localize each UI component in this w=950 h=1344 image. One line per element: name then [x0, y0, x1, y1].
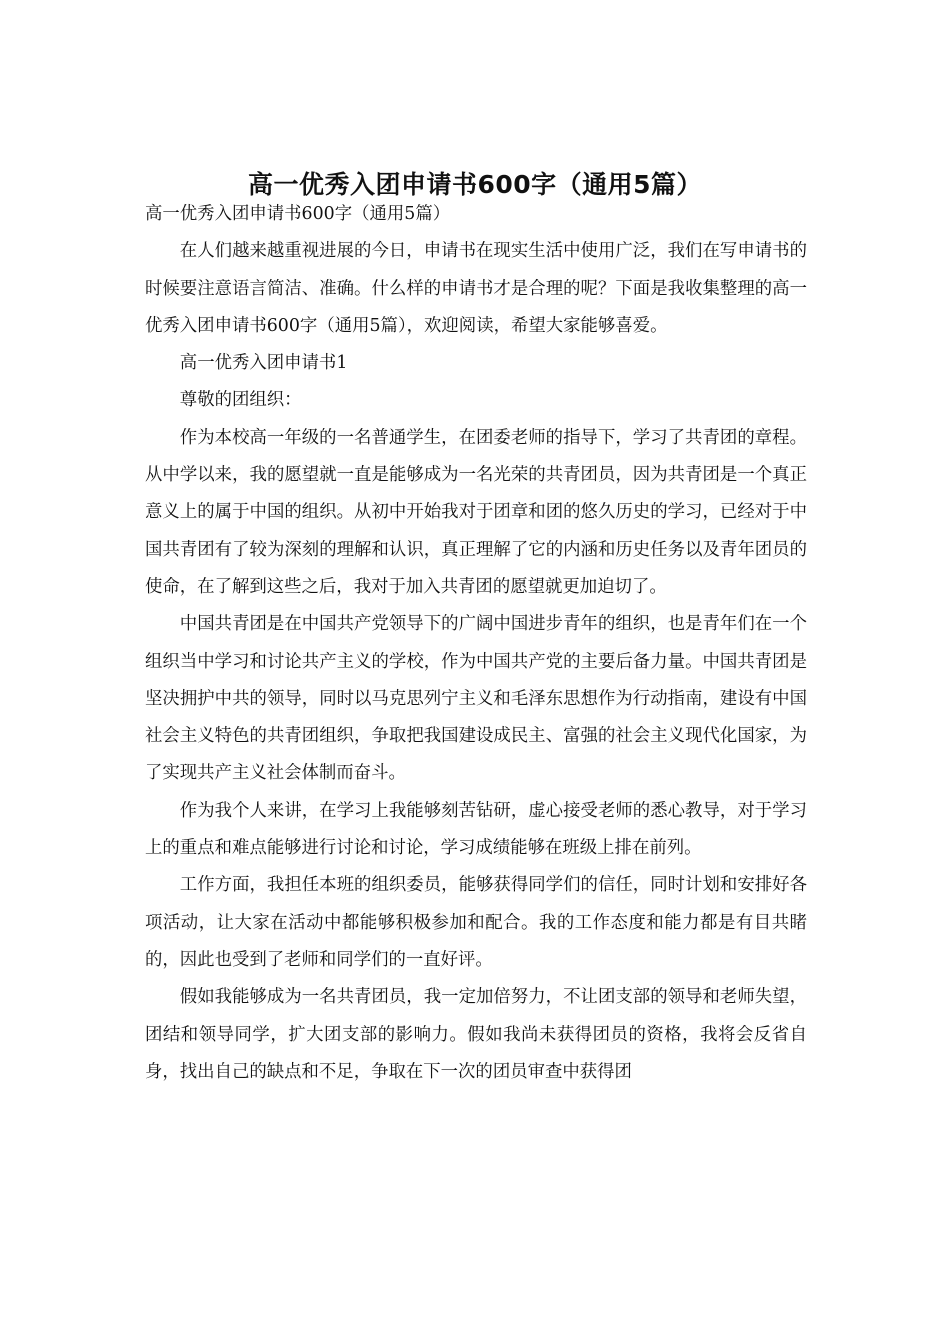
section-heading: 高一优秀入团申请书1 — [179, 353, 348, 374]
document-body — [145, 196, 807, 1091]
body-paragraph: 工作方面，我担任本班的组织委员，能够获得同学们的信任，同时计划和安排好各项活动，让大家在活动中都能够积极参加和配合。我的工作态度和能力都是有目共睹的，因此也受到了老师和同学们的一直好评。 — [145, 875, 807, 970]
body-paragraph: 中国共青团是在中国共产党领导下的广阔中国进步青年的组织，也是青年们在一个组织当中学习和讨论共产主义的学校，作为中国共产党的主要后备力量。中国共青团是坚决拥护中共的领导，同时以马克思列宁主义和毛泽东思想作为行动指南，建设有中国社会主义特色的共青团组织，争取把我国建设成民主、富强的社会主义现代化国家，为了实现共产主义社会体制而奋斗。 — [145, 614, 807, 784]
intro-paragraph: 在人们越来越重视进展的今日，申请书在现实生活中使用广泛，我们在写申请书的时候要注意语言简洁、准确。什么样的申请书才是合理的呢？下面是我收集整理的高一优秀入团申请书600字（通用5篇），欢迎阅读，希望大家能够喜爱。 — [145, 241, 807, 336]
document-title: 高一优秀入团申请书600字（通用5篇） — [247, 169, 703, 199]
body-paragraph: 作为本校高一年级的一名普通学生，在团委老师的指导下，学习了共青团的章程。从中学以来，我的愿望就一直是能够成为一名光荣的共青团员，因为共青团是一个真正意义上的属于中国的组织。从初中开始我对于团章和团的悠久历史的学习，已经对于中国共青团有了较为深刻的理解和认识，真正理解了它的内涵和历史任务以及青年团员的使命，在了解到这些之后，我对于加入共青团的愿望就更加迫切了。 — [145, 427, 807, 597]
body-paragraph: 作为我个人来讲，在学习上我能够刻苦钻研，虚心接受老师的悉心教导，对于学习上的重点和难点能够进行讨论和讨论，学习成绩能够在班级上排在前列。 — [145, 800, 807, 859]
subtitle-paragraph: 高一优秀入团申请书600字（通用5篇） — [145, 204, 451, 224]
salutation: 尊敬的团组织： — [179, 390, 302, 411]
body-paragraph: 假如我能够成为一名共青团员，我一定加倍努力，不让团支部的领导和老师失望，团结和领导同学，扩大团支部的影响力。假如我尚未获得团员的资格，我将会反省自身，找出自己的缺点和不足，争取在下一次的团员审查中获得团 — [145, 987, 807, 1082]
